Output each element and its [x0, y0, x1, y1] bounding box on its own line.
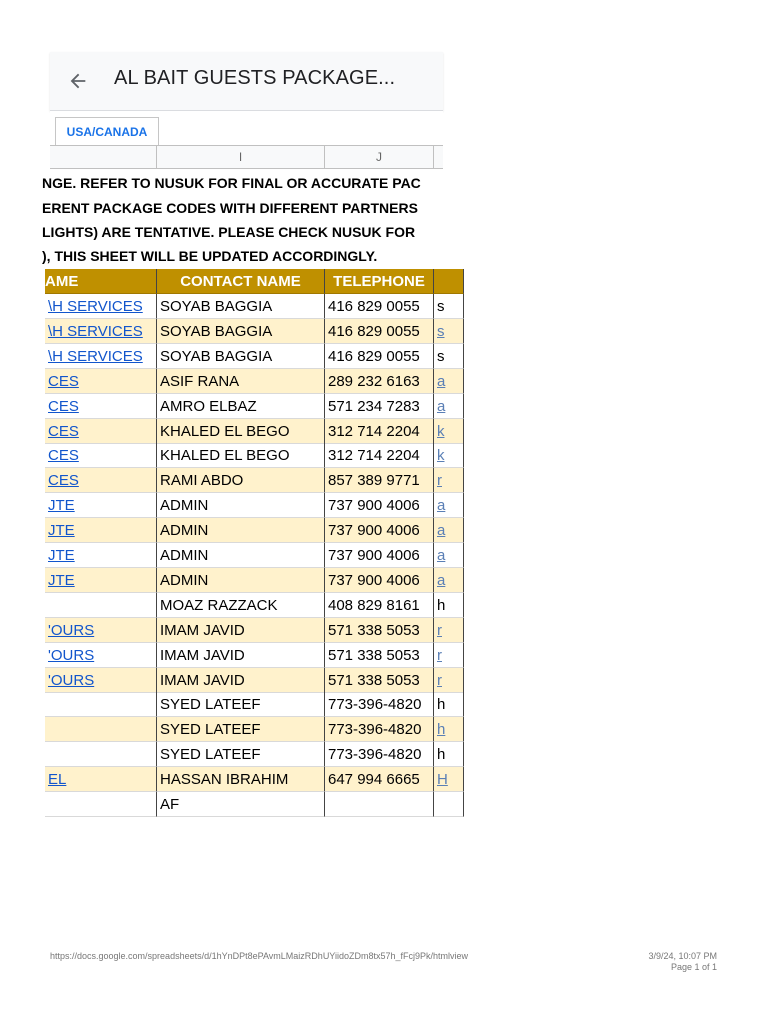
- cell-contact-name-text: KHALED EL BEGO: [160, 447, 290, 465]
- cell-contact-name[interactable]: [157, 618, 325, 643]
- table-row: [50, 668, 443, 693]
- cell-telephone[interactable]: [325, 767, 434, 792]
- cell-contact-name[interactable]: [157, 792, 325, 817]
- cell-contact-name-text: SOYAB BAGGIA: [160, 322, 273, 340]
- table-row: [50, 618, 443, 643]
- cell-email[interactable]: [434, 518, 464, 543]
- cell-service-name[interactable]: [45, 568, 157, 593]
- table-row: [48, 369, 446, 394]
- cell-email[interactable]: [434, 294, 464, 319]
- cell-contact-name[interactable]: [157, 643, 325, 668]
- table-header-row: [45, 269, 443, 294]
- cell-contact-name-text: IMAM JAVID: [160, 671, 245, 689]
- cell-service-name-text[interactable]: \H SERVICES: [48, 298, 143, 315]
- cell-service-name-text[interactable]: 'OURS: [48, 621, 95, 639]
- cell-email[interactable]: [434, 643, 464, 668]
- arrow-back-icon: [67, 70, 89, 92]
- cell-contact-name[interactable]: [157, 369, 325, 394]
- column-header-h[interactable]: [50, 146, 157, 168]
- cell-telephone-text: 571 338 5053: [328, 646, 420, 664]
- cell-email[interactable]: [434, 593, 464, 618]
- cell-email[interactable]: [434, 319, 464, 344]
- table-row: [50, 593, 446, 618]
- cell-telephone-text: 571 338 5053: [328, 621, 420, 639]
- cell-telephone-text: 857 389 9771: [328, 472, 420, 490]
- cell-contact-name[interactable]: [157, 493, 325, 518]
- cell-service-name[interactable]: [45, 792, 157, 817]
- cell-telephone-text: 737 900 4006: [328, 547, 420, 564]
- cell-service-name[interactable]: [45, 692, 157, 717]
- cell-email-text[interactable]: a: [437, 397, 446, 415]
- cell-telephone[interactable]: [325, 493, 434, 518]
- table-row: [50, 792, 443, 817]
- cell-telephone-text: 773-396-4820: [328, 696, 422, 714]
- cell-telephone[interactable]: [325, 618, 434, 643]
- cell-email-text[interactable]: s: [437, 347, 445, 365]
- cell-email-text[interactable]: s: [437, 298, 445, 315]
- document-title: AL BAIT GUESTS PACKAGE...: [114, 67, 396, 89]
- notice-line-3: LIGHTS) ARE TENTATIVE. PLEASE CHECK NUSUK FOR: [42, 224, 416, 240]
- cell-email-text[interactable]: h: [437, 746, 446, 764]
- cell-telephone-text: 571 234 7283: [328, 397, 420, 415]
- print-footer-date: 3/9/24, 10:07 PM: [648, 951, 717, 961]
- cell-service-name-text[interactable]: \H SERVICES: [48, 322, 143, 340]
- cell-telephone-text: 773-396-4820: [328, 721, 422, 739]
- cell-email[interactable]: [434, 419, 464, 444]
- cell-telephone-text: 571 338 5053: [328, 671, 420, 689]
- cell-contact-name[interactable]: [157, 568, 325, 593]
- cell-service-name-text[interactable]: JTE: [48, 497, 75, 515]
- cell-contact-name-text: IMAM JAVID: [160, 646, 245, 664]
- header-email[interactable]: [434, 269, 464, 294]
- cell-contact-name[interactable]: [157, 668, 325, 693]
- table-row: [50, 468, 443, 493]
- cell-contact-name-text: ADMIN: [160, 497, 209, 515]
- sheet-tab-bar: [50, 111, 443, 145]
- cell-contact-name-text: ADMIN: [160, 547, 209, 564]
- column-header-j[interactable]: J: [325, 146, 434, 168]
- cell-email[interactable]: [434, 717, 464, 742]
- cell-contact-name[interactable]: [157, 767, 325, 792]
- cell-email[interactable]: [434, 344, 464, 369]
- cell-contact-name-text: ADMIN: [160, 571, 209, 589]
- table-row: [50, 344, 443, 369]
- cell-contact-name-text: SOYAB BAGGIA: [160, 298, 273, 315]
- cell-telephone-text: 737 900 4006: [328, 571, 420, 589]
- table-row: [48, 543, 446, 568]
- cell-service-name[interactable]: [45, 618, 157, 643]
- cell-contact-name-text: AF: [160, 796, 180, 813]
- sheet-viewport: [42, 52, 448, 813]
- table-row: [50, 692, 446, 717]
- cell-contact-name[interactable]: [157, 543, 325, 568]
- cell-contact-name[interactable]: [157, 518, 325, 543]
- cell-service-name[interactable]: [45, 668, 157, 693]
- cell-contact-name[interactable]: [157, 443, 325, 468]
- cell-contact-name[interactable]: [157, 344, 325, 369]
- cell-telephone[interactable]: [325, 394, 434, 419]
- cell-service-name-text[interactable]: JTE: [48, 571, 75, 589]
- cell-service-name[interactable]: [45, 419, 157, 444]
- cell-telephone[interactable]: [325, 443, 434, 468]
- cell-email[interactable]: [434, 792, 464, 817]
- cell-telephone-text: 408 829 8161: [328, 596, 420, 614]
- cell-contact-name-text: SOYAB BAGGIA: [160, 347, 273, 365]
- cell-contact-name-text: SYED LATEEF: [160, 746, 261, 764]
- column-header-k[interactable]: [434, 146, 464, 168]
- cell-telephone[interactable]: [325, 692, 434, 717]
- notice-line-1: NGE. REFER TO NUSUK FOR FINAL OR ACCURATE PAC: [42, 175, 421, 191]
- cell-contact-name-text: IMAM JAVID: [160, 621, 245, 639]
- cell-contact-name-text: ADMIN: [160, 522, 209, 540]
- cell-service-name-text[interactable]: CES: [48, 372, 79, 390]
- cell-contact-name-text: HASSAN IBRAHIM: [160, 771, 289, 789]
- back-button[interactable]: [64, 67, 92, 95]
- cell-telephone[interactable]: [325, 468, 434, 493]
- cell-service-name[interactable]: [45, 369, 157, 394]
- table-row: [50, 742, 446, 767]
- cell-email[interactable]: [434, 618, 464, 643]
- cell-contact-name-text: ASIF RANA: [160, 372, 240, 390]
- cell-service-name-text[interactable]: CES: [48, 447, 79, 465]
- cell-telephone-text: 737 900 4006: [328, 497, 420, 515]
- cell-contact-name[interactable]: [157, 593, 325, 618]
- cell-email-text[interactable]: k: [437, 422, 445, 440]
- cell-service-name-text[interactable]: EL: [48, 771, 67, 789]
- cell-service-name-text[interactable]: CES: [48, 472, 79, 490]
- cell-service-name[interactable]: [45, 717, 157, 742]
- header-contact-name[interactable]: CONTACT NAME: [157, 269, 325, 294]
- cell-email-text[interactable]: h: [437, 696, 446, 714]
- cell-telephone[interactable]: [325, 568, 434, 593]
- cell-contact-name-text: MOAZ RAZZACK: [160, 596, 278, 614]
- cell-telephone-text: 312 714 2204: [328, 422, 420, 440]
- cell-telephone[interactable]: [325, 294, 434, 319]
- cell-email[interactable]: [434, 568, 464, 593]
- cell-contact-name[interactable]: [157, 742, 325, 767]
- cell-service-name[interactable]: [45, 518, 157, 543]
- cell-service-name[interactable]: [45, 319, 157, 344]
- cell-telephone[interactable]: [325, 643, 434, 668]
- cell-service-name-text[interactable]: \H SERVICES: [48, 347, 143, 365]
- table-row: [50, 419, 443, 444]
- cell-email[interactable]: [434, 493, 464, 518]
- cell-telephone[interactable]: [325, 717, 434, 742]
- cell-service-name-text[interactable]: JTE: [48, 547, 75, 564]
- cell-contact-name[interactable]: [157, 319, 325, 344]
- cell-email[interactable]: [434, 443, 464, 468]
- cell-telephone[interactable]: [325, 668, 434, 693]
- cell-contact-name-text: AMRO ELBAZ: [160, 397, 257, 415]
- notice-line-2: ERENT PACKAGE CODES WITH DIFFERENT PARTNERS: [42, 200, 418, 216]
- cell-telephone[interactable]: [325, 419, 434, 444]
- table-row: [48, 568, 446, 593]
- notice-line-4: ), THIS SHEET WILL BE UPDATED ACCORDINGLY.: [42, 248, 378, 264]
- cell-telephone-text: 312 714 2204: [328, 447, 420, 465]
- cell-email[interactable]: [434, 468, 464, 493]
- cell-telephone-text: 416 829 0055: [328, 347, 420, 365]
- cell-contact-name[interactable]: [157, 717, 325, 742]
- column-header-i[interactable]: I: [157, 146, 325, 168]
- cell-email[interactable]: [434, 394, 464, 419]
- table-row: [48, 518, 446, 543]
- cell-service-name-text[interactable]: JTE: [48, 522, 75, 540]
- table-row: [50, 443, 443, 468]
- cell-telephone[interactable]: [325, 543, 434, 568]
- cell-contact-name-text: KHALED EL BEGO: [160, 422, 290, 440]
- cell-contact-name-text: SYED LATEEF: [160, 721, 261, 739]
- cell-telephone[interactable]: [325, 344, 434, 369]
- cell-email-text[interactable]: s: [437, 322, 445, 340]
- header-name[interactable]: AME: [45, 269, 157, 294]
- cell-email-text[interactable]: r: [437, 621, 442, 639]
- cell-service-name-text[interactable]: 'OURS: [48, 671, 95, 689]
- cell-email-text[interactable]: h: [437, 721, 446, 739]
- cell-contact-name[interactable]: [157, 692, 325, 717]
- cell-contact-name[interactable]: [157, 394, 325, 419]
- cell-email-text[interactable]: a: [437, 571, 446, 589]
- tab-usa-canada[interactable]: USA/CANADA: [55, 117, 159, 145]
- cell-telephone-text: 289 232 6163: [328, 372, 420, 390]
- cell-telephone[interactable]: [325, 369, 434, 394]
- cell-email-text[interactable]: a: [437, 497, 446, 515]
- cell-email-text[interactable]: k: [437, 447, 445, 465]
- top-app-bar: [50, 52, 443, 111]
- cell-service-name[interactable]: [45, 643, 157, 668]
- cell-telephone[interactable]: [325, 593, 434, 618]
- header-telephone[interactable]: TELEPHONE: [325, 269, 434, 294]
- cell-telephone-text: 737 900 4006: [328, 522, 420, 540]
- cell-email[interactable]: [434, 767, 464, 792]
- print-footer-page: Page 1 of 1: [670, 962, 717, 972]
- cell-email-text[interactable]: r: [437, 472, 442, 490]
- cell-telephone[interactable]: [325, 518, 434, 543]
- table-row: [50, 319, 443, 344]
- table-row: [50, 717, 446, 742]
- table-row: [50, 294, 443, 319]
- table-row: [48, 394, 446, 419]
- cell-telephone[interactable]: [325, 319, 434, 344]
- cell-service-name[interactable]: [45, 394, 157, 419]
- cell-service-name[interactable]: [45, 468, 157, 493]
- cell-service-name[interactable]: [45, 294, 157, 319]
- cell-email[interactable]: [434, 742, 464, 767]
- cell-service-name[interactable]: [45, 493, 157, 518]
- cell-telephone-text: 647 994 6665: [328, 771, 420, 789]
- cell-service-name-text[interactable]: 'OURS: [48, 646, 95, 664]
- cell-contact-name[interactable]: [157, 419, 325, 444]
- cell-service-name-text[interactable]: CES: [48, 422, 79, 440]
- cell-contact-name-text: SYED LATEEF: [160, 696, 261, 714]
- cell-email-text[interactable]: a: [437, 522, 446, 540]
- cell-email-text[interactable]: r: [437, 671, 442, 689]
- cell-email-text[interactable]: r: [437, 646, 442, 664]
- cell-email-text[interactable]: H: [437, 771, 448, 789]
- cell-service-name[interactable]: [45, 443, 157, 468]
- cell-contact-name[interactable]: [157, 468, 325, 493]
- cell-contact-name-text: RAMI ABDO: [160, 472, 244, 490]
- cell-service-name[interactable]: [45, 543, 157, 568]
- cell-contact-name[interactable]: [157, 294, 325, 319]
- cell-telephone-text: 773-396-4820: [328, 746, 422, 764]
- cell-service-name[interactable]: [45, 344, 157, 369]
- cell-email[interactable]: [434, 543, 464, 568]
- cell-email-text[interactable]: a: [437, 547, 446, 564]
- cell-service-name[interactable]: [45, 742, 157, 767]
- table-row: [48, 767, 448, 792]
- cell-telephone[interactable]: [325, 742, 434, 767]
- cell-telephone-text: 416 829 0055: [328, 322, 420, 340]
- cell-email[interactable]: [434, 668, 464, 693]
- cell-email-text[interactable]: a: [437, 372, 446, 390]
- table-row: [48, 493, 446, 518]
- cell-service-name-text[interactable]: CES: [48, 397, 79, 415]
- print-footer-url: https://docs.google.com/spreadsheets/d/1hYnDPt8ePAvmLMaizRDhUYiidoZDm8tx57h_fFcj9Pk/htmlview: [50, 951, 469, 961]
- cell-service-name[interactable]: [45, 767, 157, 792]
- cell-telephone-text: 416 829 0055: [328, 298, 420, 315]
- column-header-row: [50, 145, 443, 169]
- cell-email-text[interactable]: h: [437, 596, 446, 614]
- cell-email[interactable]: [434, 692, 464, 717]
- table-row: [50, 643, 443, 668]
- cell-telephone[interactable]: [325, 792, 434, 817]
- cell-service-name[interactable]: [45, 593, 157, 618]
- cell-email[interactable]: [434, 369, 464, 394]
